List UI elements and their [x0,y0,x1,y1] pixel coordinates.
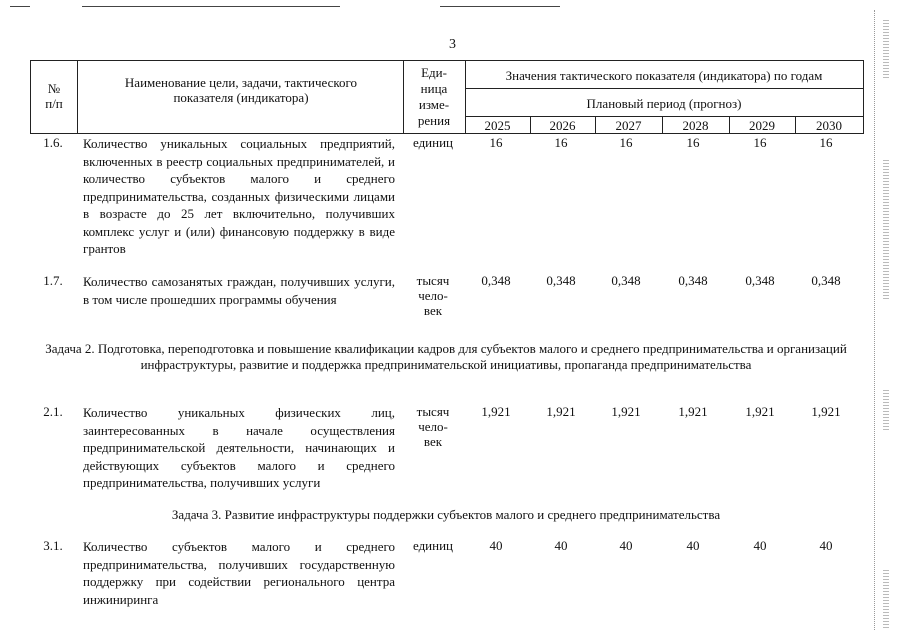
header-values: Значения тактического показателя (индикатора) по годам [505,68,823,83]
row-unit: единиц [412,135,454,150]
row-number: 3.1. [43,538,63,553]
row-value: 1,921 [546,404,576,419]
row-value: 1,921 [745,404,775,419]
row-value: 0,348 [678,273,708,288]
top-rule-middle [82,6,340,7]
row-value: 16 [819,135,833,150]
header-year: 2026 [549,118,576,133]
row-value: 0,348 [481,273,511,288]
row-number: 1.6. [43,135,63,150]
row-value: 0,348 [745,273,775,288]
top-rule-left [10,6,30,7]
row-value: 0,348 [546,273,576,288]
row-name: Количество уникальных социальных предприятий, включенных в реестр социальных предпринимателей, и количество субъектов малого и среднего предпринимательства, созданных физическими лицами в возрасте до 25 лет включительно, получивших комплекс услуг и (или) финансовую поддержку в виде грантов [83,136,395,256]
header-year: 2030 [816,118,842,133]
row-unit: тысяч чело- век [416,273,450,318]
row-value: 1,921 [481,404,511,419]
row-value: 40 [489,538,503,553]
row-value: 0,348 [611,273,641,288]
header-plan: Плановый период (прогноз) [586,96,742,111]
row-unit: единиц [412,538,454,553]
header-year: 2027 [615,118,642,133]
row-name: Количество субъектов малого и среднего предпринимательства, получивших государственную поддержку при содействии регионального центра инжиниринга [83,539,395,607]
header-year: 2029 [749,118,775,133]
row-value: 16 [619,135,633,150]
header-unit: Еди- ница изме- рения [417,65,451,128]
top-rule-right [440,6,560,7]
row-value: 40 [686,538,700,553]
header-num: № п/п [45,81,63,111]
row-name: Количество уникальных физических лиц, заинтересованных в начале осуществления предпринимательской деятельности, начинающих и действующих субъектов малого и среднего предпринимательства, получивших услуги [83,405,395,490]
row-value: 16 [489,135,503,150]
page-number: 3 [449,37,456,52]
row-unit: тысяч чело- век [416,404,450,449]
row-value: 40 [819,538,833,553]
row-value: 16 [554,135,568,150]
row-number: 1.7. [43,273,63,288]
row-value: 16 [753,135,767,150]
header-year: 2028 [682,118,709,133]
row-value: 40 [753,538,767,553]
row-name: Количество самозанятых граждан, получивших услуги, в том числе прошедших программы обучения [83,274,395,307]
row-number: 2.1. [43,404,63,419]
task-heading: Задача 3. Развитие инфраструктуры поддержки субъектов малого и среднего предпринимательства [171,507,721,522]
row-value: 0,348 [811,273,841,288]
row-value: 40 [619,538,633,553]
table-header [30,60,864,134]
row-value: 1,921 [811,404,841,419]
row-value: 40 [554,538,568,553]
row-value: 16 [686,135,700,150]
row-value: 1,921 [611,404,641,419]
scan-edge-noise [874,10,897,630]
header-year: 2025 [484,118,511,133]
header-name: Наименование цели, задачи, тактического показателя (индикатора) [124,75,358,105]
row-value: 1,921 [678,404,708,419]
task-heading: Задача 2. Подготовка, переподготовка и повышение квалификации кадров для субъектов малого и среднего предпринимательства и организаций инфраструктуры, развитие и поддержка предпринимательской инициативы, пропаганда предпринимательства [45,341,847,372]
